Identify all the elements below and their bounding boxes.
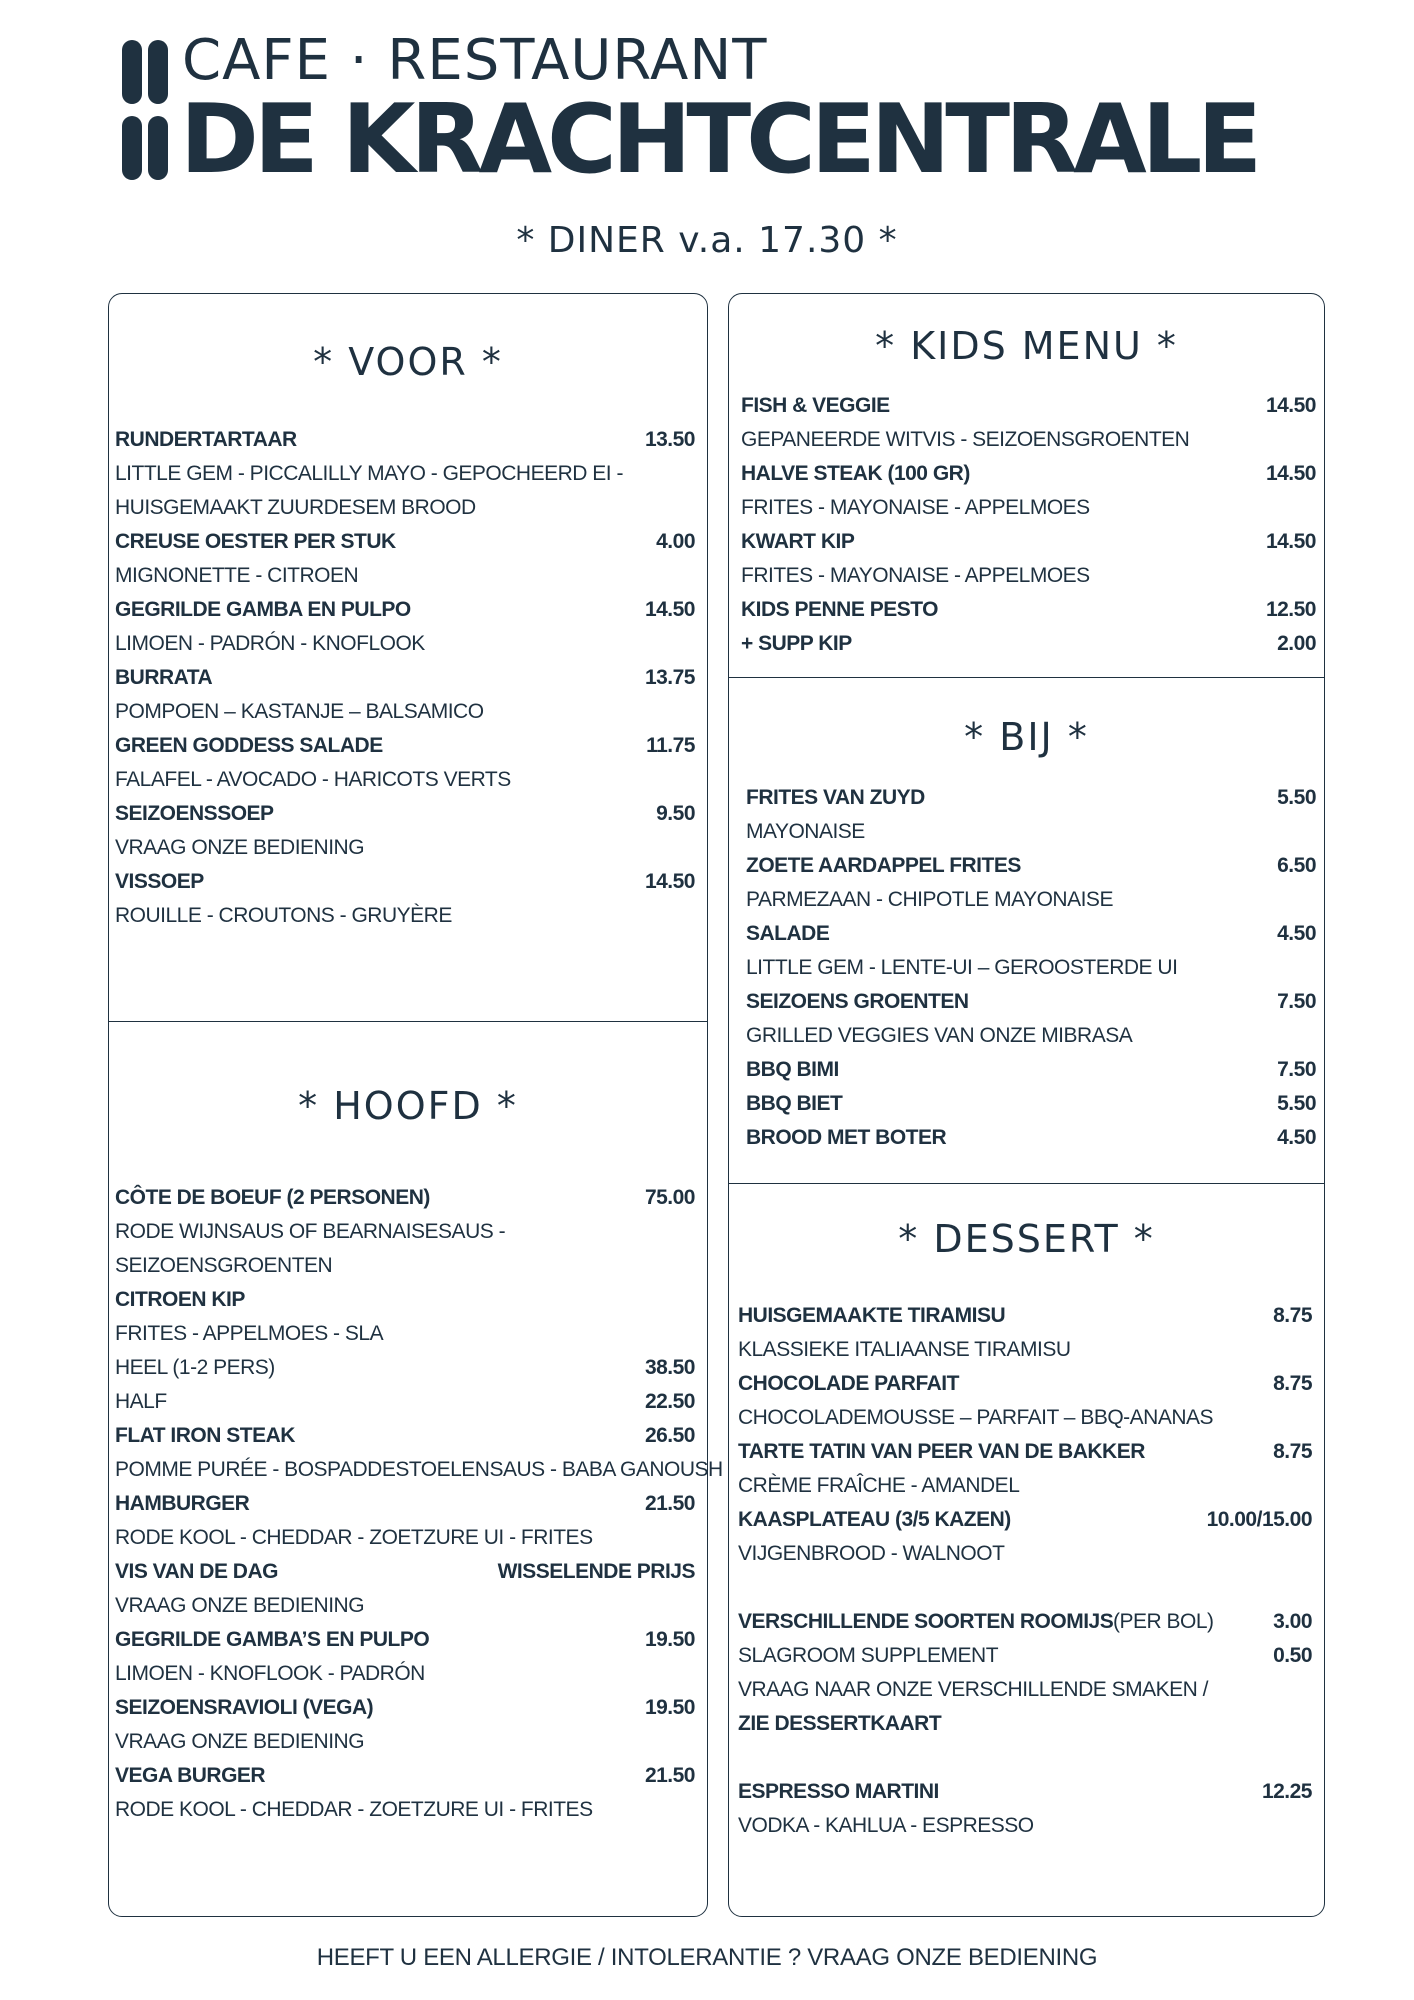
- menu-item-name: SEIZOENSRAVIOLI (VEGA): [115, 1696, 374, 1719]
- menu-item-price: 21.50: [644, 1492, 695, 1515]
- menu-item: [746, 781, 1316, 815]
- menu-item-detail: FALAFEL - AVOCADO - HARICOTS VERTS: [115, 768, 511, 791]
- menu-item: [741, 593, 1316, 627]
- menu-item-price: 14.50: [1265, 462, 1316, 485]
- menu-item-description: [738, 1401, 1312, 1435]
- menu-item: [738, 1775, 1312, 1809]
- menu-item-description: [746, 883, 1316, 917]
- menu-item-name: ESPRESSO MARTINI: [738, 1780, 939, 1803]
- menu-item-name: KIDS PENNE PESTO: [741, 598, 938, 621]
- menu-item-description: [115, 1725, 695, 1759]
- menu-item: [741, 457, 1316, 491]
- menu-item-detail: VRAAG ONZE BEDIENING: [115, 1730, 365, 1753]
- menu-item-price: 12.25: [1261, 1780, 1312, 1803]
- menu-item-detail: HUISGEMAAKT ZUURDESEM BROOD: [115, 496, 476, 519]
- section-title-kids-menu: * KIDS MENU *: [875, 324, 1178, 368]
- menu-item: [738, 1435, 1312, 1469]
- menu-item-price: 11.75: [646, 734, 695, 757]
- menu-item-description: [115, 559, 695, 593]
- menu-item: [741, 627, 1316, 661]
- menu-item-description: [115, 627, 695, 661]
- menu-header: [0, 0, 1414, 280]
- menu-item-detail: FRITES - MAYONAISE - APPELMOES: [741, 564, 1090, 587]
- menu-item-price: 5.50: [1277, 1092, 1316, 1115]
- menu-item-name: BBQ BIMI: [746, 1058, 839, 1081]
- menu-item: [115, 1283, 695, 1317]
- menu-item-name: VERSCHILLENDE SOORTEN ROOMIJS: [738, 1610, 1114, 1633]
- allergy-notice: HEEFT U EEN ALLERGIE / INTOLERANTIE ? VRAAG ONZE BEDIENING: [316, 1944, 1098, 1971]
- menu-item-detail: POMME PURÉE - BOSPADDESTOELENSAUS - BABA GANOUSH: [115, 1458, 723, 1481]
- menu-item-description: [115, 1351, 695, 1385]
- menu-item-detail: MAYONAISE: [746, 820, 865, 843]
- menu-item-name: TARTE TATIN VAN PEER VAN DE BAKKER: [738, 1440, 1145, 1463]
- menu-item-price: 38.50: [644, 1356, 695, 1379]
- menu-item-detail: HALF: [115, 1390, 167, 1413]
- menu-item-detail: SEIZOENSGROENTEN: [115, 1254, 333, 1277]
- menu-item-name: BURRATA: [115, 666, 213, 689]
- menu-item-price: 19.50: [644, 1628, 695, 1651]
- menu-item: [746, 917, 1316, 951]
- menu-item-detail: RODE KOOL - CHEDDAR - ZOETZURE UI - FRITES: [115, 1526, 593, 1549]
- menu-item-detail: CHOCOLADEMOUSSE – PARFAIT – BBQ-ANANAS: [738, 1406, 1214, 1429]
- menu-item-description: [738, 1537, 1312, 1571]
- menu-item-price: 19.50: [644, 1696, 695, 1719]
- menu-item-detail: PARMEZAAN - CHIPOTLE MAYONAISE: [746, 888, 1113, 911]
- menu-item-name: GEGRILDE GAMBA’S EN PULPO: [115, 1628, 430, 1651]
- menu-item-name: VEGA BURGER: [115, 1764, 266, 1787]
- menu-item: [741, 525, 1316, 559]
- menu-item-detail: CRÈME FRAÎCHE - AMANDEL: [738, 1474, 1020, 1497]
- menu-item-price: 8.75: [1273, 1372, 1312, 1395]
- menu-item-name: KAASPLATEAU (3/5 KAZEN): [738, 1508, 1011, 1531]
- menu-item-description: [115, 1589, 695, 1623]
- menu-item-description: [115, 1521, 695, 1555]
- menu-item-description: [738, 1469, 1312, 1503]
- menu-item: [738, 1503, 1312, 1537]
- menu-item-description: [738, 1673, 1312, 1707]
- menu-item-description: [746, 1019, 1316, 1053]
- menu-item-name: BBQ BIET: [746, 1092, 843, 1115]
- menu-item: [746, 985, 1316, 1019]
- menu-item: [741, 389, 1316, 423]
- menu-item-description: [746, 815, 1316, 849]
- right-section-divider-2: [728, 1183, 1325, 1184]
- menu-item-description: [115, 1793, 695, 1827]
- menu-item: [115, 1555, 695, 1589]
- menu-item-price: 6.50: [1277, 854, 1316, 877]
- menu-item: [115, 423, 695, 457]
- menu-item-price: 75.00: [644, 1186, 695, 1209]
- menu-item-detail: RODE KOOL - CHEDDAR - ZOETZURE UI - FRITES: [115, 1798, 593, 1821]
- menu-item-name: KWART KIP: [741, 530, 855, 553]
- menu-item-detail: ROUILLE - CROUTONS - GRUYÈRE: [115, 904, 452, 927]
- menu-item: [738, 1605, 1312, 1639]
- menu-item-description: [115, 1317, 695, 1351]
- menu-item-name: VISSOEP: [115, 870, 204, 893]
- menu-item-price: 4.50: [1277, 1126, 1316, 1149]
- menu-item-price: 14.50: [1265, 394, 1316, 417]
- menu-item-description: [115, 899, 695, 933]
- menu-item-detail: SLAGROOM SUPPLEMENT: [738, 1644, 999, 1667]
- menu-item-detail: HEEL (1-2 PERS): [115, 1356, 275, 1379]
- menu-item-name: SEIZOENSSOEP: [115, 802, 274, 825]
- menu-item-detail: VRAAG ONZE BEDIENING: [115, 836, 365, 859]
- menu-item-name: SALADE: [746, 922, 830, 945]
- menu-item-description: [115, 1249, 695, 1283]
- menu-item: [115, 1487, 695, 1521]
- section-title-voor: * VOOR *: [313, 340, 503, 384]
- menu-item-price: 26.50: [644, 1424, 695, 1447]
- menu-item: [746, 1087, 1316, 1121]
- menu-item: [746, 1121, 1316, 1155]
- left-section-divider: [108, 1021, 708, 1022]
- menu-item-price: WISSELENDE PRIJS: [497, 1560, 695, 1583]
- menu-item-name: CÔTE DE BOEUF (2 PERSONEN): [115, 1186, 430, 1209]
- menu-item-price: 8.75: [1273, 1440, 1312, 1463]
- menu-item-price: 5.50: [1277, 786, 1316, 809]
- menu-item-description: [741, 491, 1316, 525]
- menu-item: [115, 1759, 695, 1793]
- menu-item-description: [115, 1385, 695, 1419]
- menu-item-description: [115, 1215, 695, 1249]
- menu-item: [738, 1707, 1312, 1741]
- menu-item: [738, 1299, 1312, 1333]
- menu-item-price: 0.50: [1273, 1644, 1312, 1667]
- menu-item-name: ZIE DESSERTKAART: [738, 1712, 942, 1735]
- menu-item-price: 4.50: [1277, 922, 1316, 945]
- menu-item-description: [115, 695, 695, 729]
- menu-item-detail: VRAAG NAAR ONZE VERSCHILLENDE SMAKEN /: [738, 1678, 1208, 1701]
- menu-item-note: (PER BOL): [1113, 1610, 1214, 1633]
- menu-item-name: CITROEN KIP: [115, 1288, 245, 1311]
- menu-item-name: FISH & VEGGIE: [741, 394, 890, 417]
- logo-mark-icon: [122, 40, 168, 180]
- menu-item-price: 7.50: [1277, 1058, 1316, 1081]
- menu-item-detail: GRILLED VEGGIES VAN ONZE MIBRASA: [746, 1024, 1133, 1047]
- menu-item-price: 13.75: [644, 666, 695, 689]
- menu-item-description: [115, 831, 695, 865]
- menu-item-price: 13.50: [644, 428, 695, 451]
- menu-item: [115, 1691, 695, 1725]
- brand-name: DE KRACHTCENTRALE: [180, 85, 1258, 195]
- menu-item-description: [741, 559, 1316, 593]
- menu-item-detail: VODKA - KAHLUA - ESPRESSO: [738, 1814, 1034, 1837]
- menu-item-description: [115, 1657, 695, 1691]
- menu-item-name: FRITES VAN ZUYD: [746, 786, 925, 809]
- menu-item-price: 2.00: [1277, 632, 1316, 655]
- menu-item-description: [738, 1333, 1312, 1367]
- menu-item-description: [738, 1639, 1312, 1673]
- section-title-dessert: * DESSERT *: [898, 1217, 1155, 1261]
- brand-subtitle: CAFE · RESTAURANT: [182, 28, 768, 93]
- menu-item: [746, 849, 1316, 883]
- menu-item-price: 9.50: [656, 802, 695, 825]
- menu-item-price: 14.50: [644, 870, 695, 893]
- menu-item-price: 7.50: [1277, 990, 1316, 1013]
- menu-item-description: [738, 1809, 1312, 1843]
- menu-item: [738, 1367, 1312, 1401]
- menu-item-price: 14.50: [1265, 530, 1316, 553]
- section-title-hoofd: * HOOFD *: [298, 1084, 518, 1128]
- menu-item-price: 21.50: [644, 1764, 695, 1787]
- menu-item-detail: POMPOEN – KASTANJE – BALSAMICO: [115, 700, 484, 723]
- menu-item-detail: KLASSIEKE ITALIAANSE TIRAMISU: [738, 1338, 1071, 1361]
- menu-item: [115, 797, 695, 831]
- menu-item-name: HAMBURGER: [115, 1492, 250, 1515]
- menu-item-description: [741, 423, 1316, 457]
- menu-item-detail: VRAAG ONZE BEDIENING: [115, 1594, 365, 1617]
- menu-item: [115, 1623, 695, 1657]
- menu-item-name: FLAT IRON STEAK: [115, 1424, 295, 1447]
- menu-item-name: + SUPP KIP: [741, 632, 852, 655]
- menu-item-name: CREUSE OESTER PER STUK: [115, 530, 396, 553]
- menu-item-detail: LIMOEN - KNOFLOOK - PADRÓN: [115, 1662, 425, 1685]
- menu-item-name: ZOETE AARDAPPEL FRITES: [746, 854, 1021, 877]
- menu-item-description: [115, 491, 695, 525]
- menu-item-price: 14.50: [644, 598, 695, 621]
- menu-item-name: GREEN GODDESS SALADE: [115, 734, 383, 757]
- menu-item-description: [115, 763, 695, 797]
- menu-item-detail: RODE WIJNSAUS OF BEARNAISESAUS -: [115, 1220, 506, 1243]
- menu-item-description: [115, 457, 695, 491]
- menu-item-price: 3.00: [1273, 1610, 1312, 1633]
- menu-item-name: CHOCOLADE PARFAIT: [738, 1372, 959, 1395]
- menu-item-detail: LIMOEN - PADRÓN - KNOFLOOK: [115, 632, 425, 655]
- menu-item-detail: FRITES - APPELMOES - SLA: [115, 1322, 384, 1345]
- menu-item-name: VIS VAN DE DAG: [115, 1560, 278, 1583]
- menu-item-price: 4.00: [656, 530, 695, 553]
- menu-item-description: [115, 1453, 723, 1487]
- menu-item-name: HUISGEMAAKTE TIRAMISU: [738, 1304, 1006, 1327]
- menu-item-price: 22.50: [644, 1390, 695, 1413]
- menu-item-detail: FRITES - MAYONAISE - APPELMOES: [741, 496, 1090, 519]
- menu-item-price: 12.50: [1265, 598, 1316, 621]
- menu-item-detail: LITTLE GEM - LENTE-UI – GEROOSTERDE UI: [746, 956, 1178, 979]
- menu-item: [115, 661, 695, 695]
- menu-item: [115, 1419, 695, 1453]
- menu-item: [115, 525, 695, 559]
- menu-item-detail: MIGNONETTE - CITROEN: [115, 564, 359, 587]
- menu-item-name: BROOD MET BOTER: [746, 1126, 947, 1149]
- menu-item-name: GEGRILDE GAMBA EN PULPO: [115, 598, 411, 621]
- menu-item-name: RUNDERTARTAAR: [115, 428, 297, 451]
- menu-item-detail: VIJGENBROOD - WALNOOT: [738, 1542, 1005, 1565]
- menu-item-name: SEIZOENS GROENTEN: [746, 990, 969, 1013]
- menu-item-name: HALVE STEAK (100 GR): [741, 462, 970, 485]
- menu-item: [115, 865, 695, 899]
- menu-item-price: 8.75: [1273, 1304, 1312, 1327]
- menu-item: [115, 593, 695, 627]
- menu-item: [746, 1053, 1316, 1087]
- section-title-bij: * BIJ *: [964, 715, 1089, 759]
- menu-item-detail: LITTLE GEM - PICCALILLY MAYO - GEPOCHEERD EI -: [115, 462, 623, 485]
- menu-item: [115, 1181, 695, 1215]
- menu-item: [115, 729, 695, 763]
- menu-item-description: [746, 951, 1316, 985]
- diner-time: * DINER v.a. 17.30 *: [516, 220, 898, 261]
- menu-item-price: 10.00/15.00: [1206, 1508, 1312, 1531]
- menu-item-detail: GEPANEERDE WITVIS - SEIZOENSGROENTEN: [741, 428, 1190, 451]
- right-section-divider-1: [728, 677, 1325, 678]
